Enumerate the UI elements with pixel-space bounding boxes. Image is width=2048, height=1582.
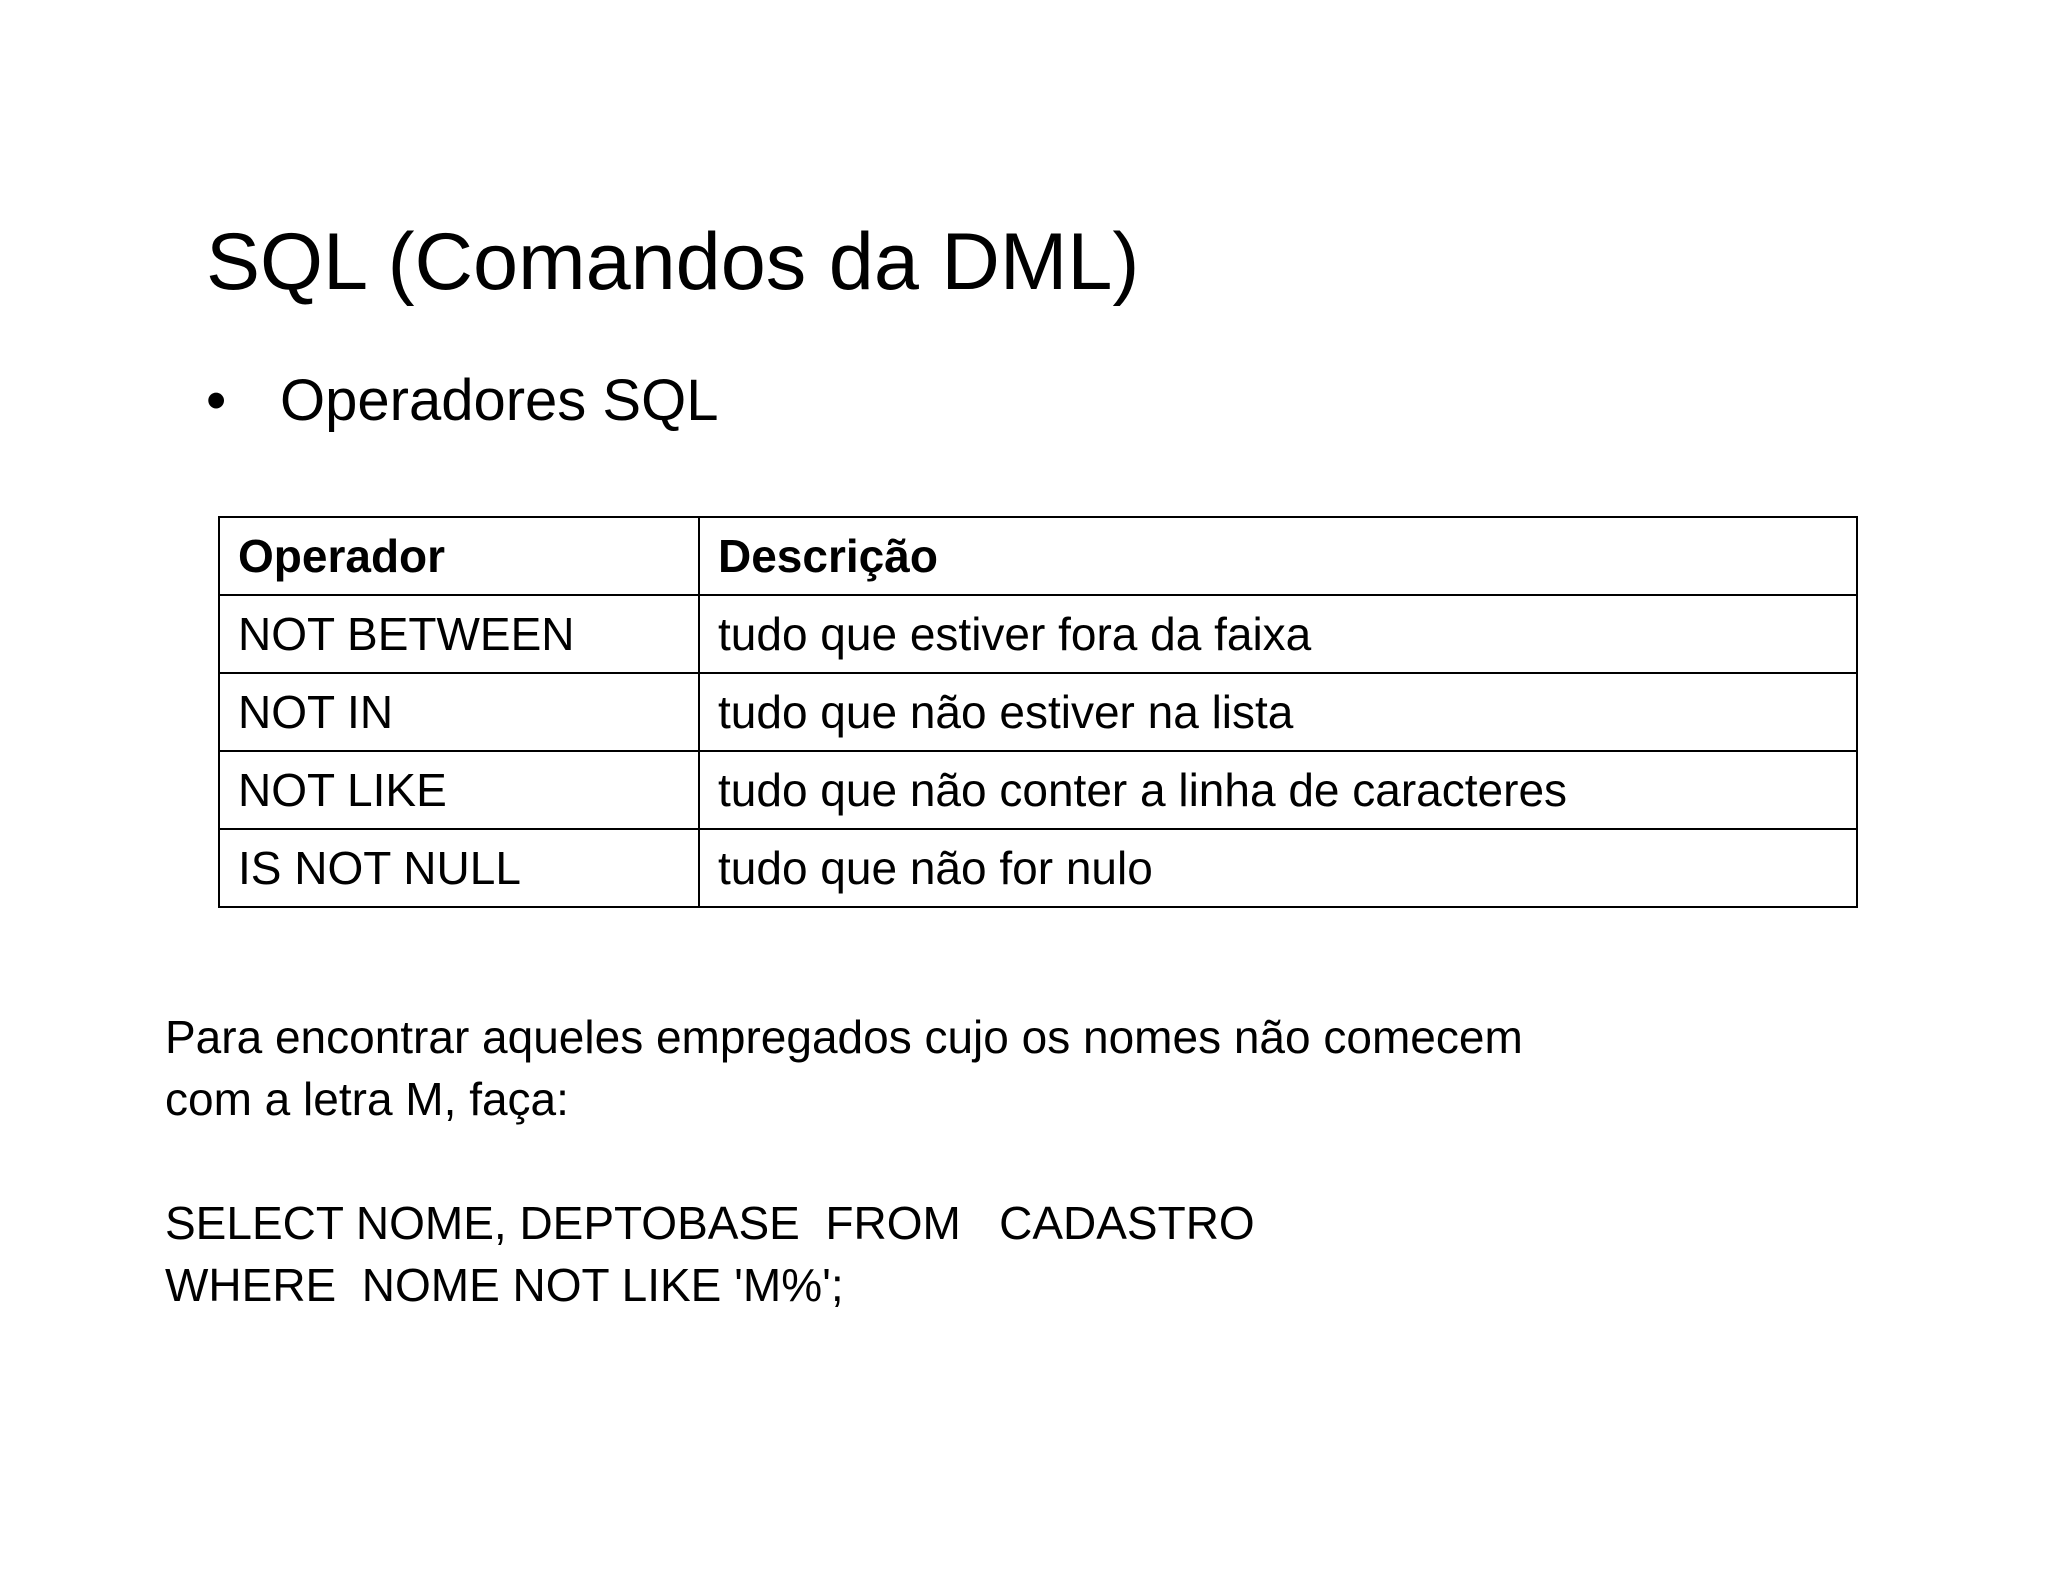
sql-code-line-2: WHERE NOME NOT LIKE 'M%';	[165, 1259, 844, 1311]
operator-cell: IS NOT NULL	[219, 829, 699, 907]
header-descricao: Descrição	[699, 517, 1857, 595]
operators-table	[218, 516, 1858, 908]
operator-cell: NOT LIKE	[219, 751, 699, 829]
table-row	[219, 595, 1857, 673]
table-row	[219, 829, 1857, 907]
description-cell: tudo que não for nulo	[699, 829, 1857, 907]
bullet-icon: •	[206, 368, 227, 433]
operator-cell: NOT IN	[219, 673, 699, 751]
sql-code-line-1: SELECT NOME, DEPTOBASE FROM CADASTRO	[165, 1197, 1255, 1249]
description-cell: tudo que não estiver na lista	[699, 673, 1857, 751]
description-cell: tudo que não conter a linha de caracteres	[699, 751, 1857, 829]
table-row	[219, 673, 1857, 751]
operator-cell: NOT BETWEEN	[219, 595, 699, 673]
table-row	[219, 751, 1857, 829]
slide-title: SQL (Comandos da DML)	[206, 217, 1140, 307]
bullet-item	[206, 368, 719, 433]
description-cell: tudo que estiver fora da faixa	[699, 595, 1857, 673]
table-header-row	[219, 517, 1857, 595]
explanation-line-1: Para encontrar aqueles empregados cujo os nomes não comecem	[165, 1011, 1523, 1063]
bullet-label: Operadores SQL	[280, 368, 719, 433]
header-operador: Operador	[219, 517, 699, 595]
explanation-line-2: com a letra M, faça:	[165, 1073, 569, 1125]
